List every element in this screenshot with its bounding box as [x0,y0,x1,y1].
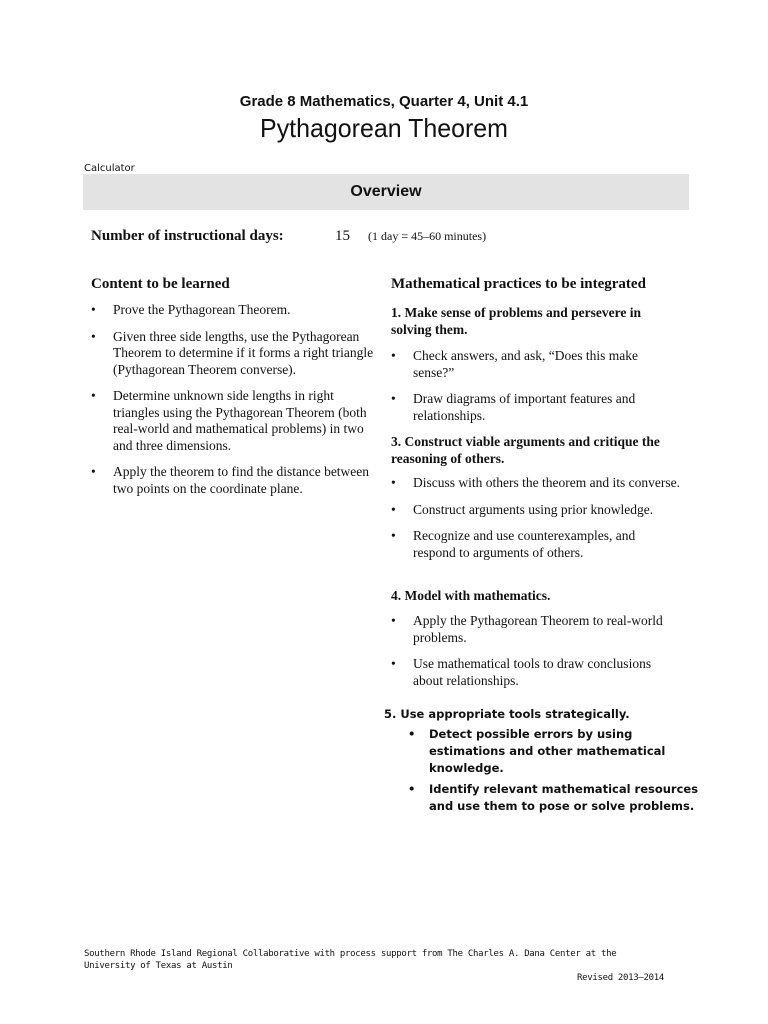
content-list [91,302,376,507]
list-item-text: Draw diagrams of important features and relationships. [413,391,636,423]
footer-revised: Revised 2013–2014 [576,973,664,983]
content-heading: Content to be learned [91,276,230,292]
list-item-text: Prove the Pythagorean Theorem. [113,302,291,317]
practice-5-heading: 5. Use appropriate tools strategically. [384,707,630,721]
list-item [391,475,681,492]
page-title: Pythagorean Theorem [260,113,508,143]
list-item [408,726,708,777]
bullet-icon: • [391,656,396,671]
list-item [391,502,681,519]
bullet-icon: • [91,464,96,479]
overview-heading: Overview [350,183,422,200]
list-item [408,781,708,815]
practice-1-heading: 1. Make sense of problems and persevere in solving them. [391,305,641,337]
list-item-text: Given three side lengths, use the Pythagorean Theorem to determine if it forms a right triangle (Pythagorean Theorem converse). [113,328,374,377]
bullet-icon: • [391,475,396,490]
bullet-icon: • [391,391,396,406]
instructional-days-label: Number of instructional days: [91,228,284,244]
list-item-text: Apply the Pythagorean Theorem to real-world problems. [413,613,663,645]
bullet-icon: • [391,348,396,363]
instructional-days-value: 15 [335,228,350,244]
list-item-text: Apply the theorem to find the distance between two points on the coordinate plane. [113,464,370,496]
list-item-text: Discuss with others the theorem and its converse. [413,475,680,490]
list-item [391,391,681,424]
bullet-icon: • [91,328,96,344]
practice-3-heading: 3. Construct viable arguments and critique the reasoning of others. [391,434,660,466]
list-item [91,302,376,319]
overview-banner [83,174,689,210]
instructional-days-note: (1 day = 45–60 minutes) [368,229,487,243]
list-item [91,388,376,454]
list-item [391,528,681,561]
footer [84,948,664,984]
bullet-icon: • [91,302,96,317]
list-item [91,329,376,379]
practice-5-list [408,726,708,819]
bullet-icon: • [391,613,396,628]
practice-4-heading: 4. Model with mathematics. [391,588,551,603]
list-item-text: Detect possible errors by using estimations and other mathematical knowledge. [429,727,666,775]
tool-label: Calculator [84,163,135,174]
practices-heading: Mathematical practices to be integrated [391,276,646,292]
practice-4-list [391,613,681,699]
list-item [391,656,681,689]
list-item-text: Use mathematical tools to draw conclusions about relationships. [413,656,652,688]
bullet-icon: • [408,727,416,741]
footer-credit: Southern Rhode Island Regional Collaborative with process support from The Charles A. Dana Center at the University of Texas at Austin [84,949,617,971]
bullet-icon: • [408,782,416,796]
list-item-text: Check answers, and ask, “Does this make sense?” [413,348,638,380]
list-item [91,464,376,497]
bullet-icon: • [91,388,96,403]
practice-1-list [391,348,681,434]
unit-line: Grade 8 Mathematics, Quarter 4, Unit 4.1 [239,93,529,110]
bullet-icon: • [391,501,396,517]
list-item-text: Identify relevant mathematical resources and use them to pose or solve problems. [429,782,699,813]
list-item-text: Construct arguments using prior knowledge. [413,501,654,517]
bullet-icon: • [391,528,396,543]
list-item-text: Recognize and use counterexamples, and respond to arguments of others. [413,528,636,560]
list-item [391,348,681,381]
practice-3-list [391,475,681,571]
list-item-text: Determine unknown side lengths in right triangles using the Pythagorean Theorem (both real-world and mathematical problems) in two and three dimensions. [113,388,367,453]
list-item [391,613,681,646]
